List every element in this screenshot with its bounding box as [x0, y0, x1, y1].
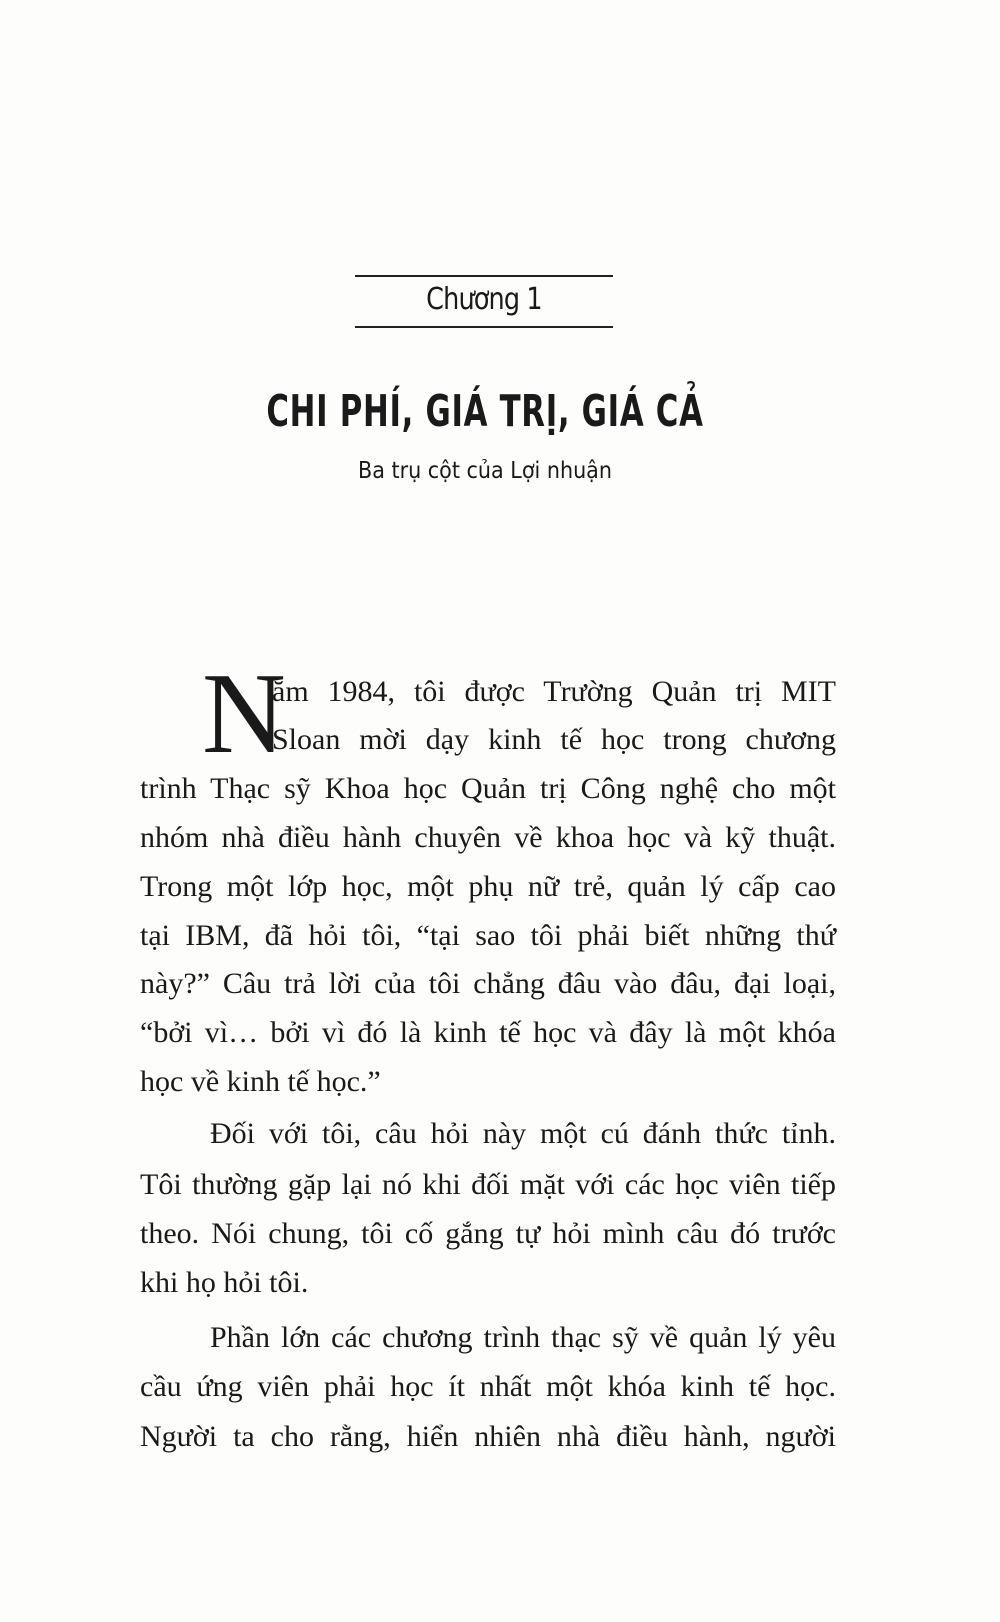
body-line: khi họ hỏi tôi. — [140, 1266, 309, 1299]
body-line: này?” Câu trả lời của tôi chẳng đâu vào đâu, đại loại, — [140, 967, 836, 1000]
body-line: Sloan mời dạy kinh tế học trong chương — [272, 723, 836, 756]
body-line: trình Thạc sỹ Khoa học Quản trị Công nghệ cho một — [140, 772, 836, 805]
body-line: tại IBM, đã hỏi tôi, “tại sao tôi phải biết những thứ — [140, 919, 836, 952]
body-line: Đối với tôi, câu hỏi này một cú đánh thức tỉnh. — [210, 1117, 836, 1150]
body-line: Phần lớn các chương trình thạc sỹ về quản lý yêu — [210, 1321, 836, 1354]
body-line: học về kinh tế học.” — [140, 1065, 381, 1098]
body-line: nhóm nhà điều hành chuyên về khoa học và kỹ thuật. — [140, 821, 836, 854]
chapter-subtitle: Ba trụ cột của Lợi nhuận — [358, 458, 612, 484]
body-line: cầu ứng viên phải học ít nhất một khóa kinh tế học. — [140, 1370, 836, 1403]
chapter-rule-bottom — [355, 326, 613, 328]
chapter-rule-top — [355, 275, 613, 277]
drop-cap: N — [202, 650, 286, 778]
body-line: Tôi thường gặp lại nó khi đối mặt với các học viên tiếp — [140, 1168, 836, 1201]
body-line: “bởi vì… bởi vì đó là kinh tế học và đây là một khóa — [140, 1016, 836, 1049]
body-line: ăm 1984, tôi được Trường Quản trị MIT — [272, 675, 836, 708]
body-line: theo. Nói chung, tôi cố gắng tự hỏi mình câu đó trước — [140, 1217, 836, 1250]
chapter-title: CHI PHÍ, GIÁ TRỊ, GIÁ CẢ — [266, 386, 704, 437]
body-line: Người ta cho rằng, hiển nhiên nhà điều hành, người — [140, 1420, 836, 1453]
chapter-label: Chương 1 — [426, 282, 542, 317]
body-line: Trong một lớp học, một phụ nữ trẻ, quản lý cấp cao — [140, 870, 836, 903]
